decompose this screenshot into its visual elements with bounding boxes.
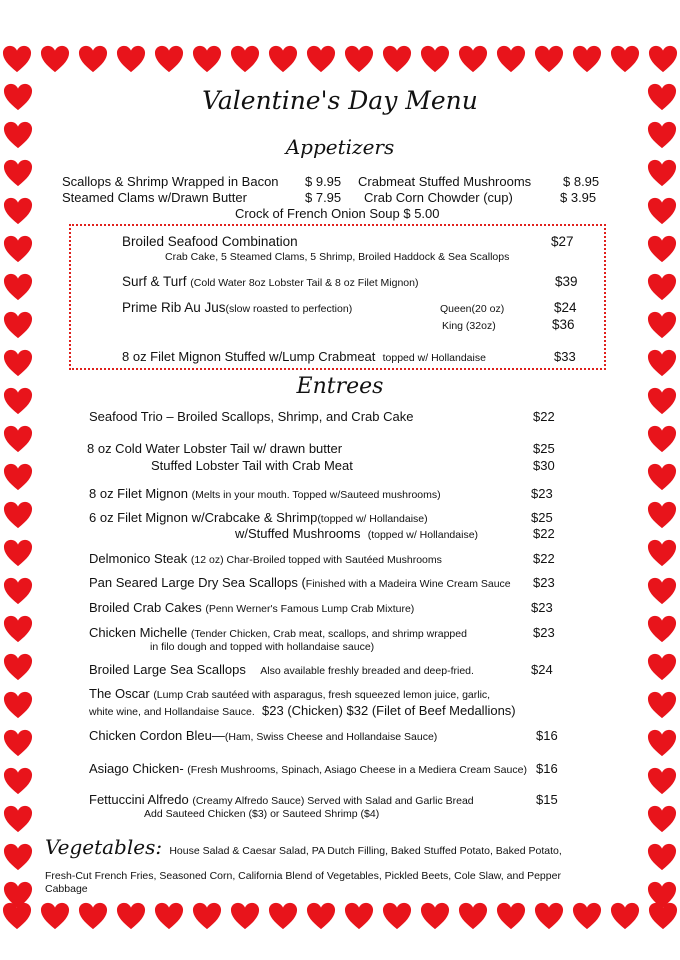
heart-icon xyxy=(3,234,33,264)
heart-icon xyxy=(458,901,488,931)
entree-description: (Ham, Swiss Cheese and Hollandaise Sauce) xyxy=(224,731,438,743)
heart-icon xyxy=(647,842,677,872)
entree-description: (Tender Chicken, Crab meat, scallops, and shrimp wrapped xyxy=(190,628,467,640)
heart-icon xyxy=(647,348,677,378)
heart-icon xyxy=(647,424,677,454)
entree-price: $16 xyxy=(536,728,558,743)
heart-icon xyxy=(116,901,146,931)
entree-price: $24 xyxy=(531,662,553,677)
entree-name: w/Stuffed Mushrooms xyxy=(235,526,361,541)
special-description: (slow roasted to perfection) xyxy=(225,303,353,315)
heart-icon xyxy=(154,901,184,931)
entree-description: white wine, and Hollandaise Sauce. xyxy=(89,706,255,718)
entree-name: Seafood Trio – Broiled Scallops, Shrimp, and Crab Cake xyxy=(89,409,414,424)
heart-icon xyxy=(647,462,677,492)
heart-icon xyxy=(3,272,33,302)
heart-icon xyxy=(647,804,677,834)
entree-price: $22 xyxy=(533,526,555,541)
heart-icon xyxy=(610,44,640,74)
entree-price: $23 xyxy=(531,486,553,501)
entree-description: (12 oz) Char-Broiled topped with Sautéed Mushrooms xyxy=(190,554,442,566)
heart-icon xyxy=(382,44,412,74)
entree-price: $22 xyxy=(533,409,555,424)
entree-description: (Melts in your mouth. Topped w/Sauteed mushrooms) xyxy=(191,489,441,501)
heart-icon xyxy=(3,538,33,568)
heart-icon xyxy=(268,901,298,931)
surf-turf-line xyxy=(122,274,418,291)
entree-price: $25 xyxy=(531,510,553,525)
entree-description: Also available freshly breaded and deep-fried. xyxy=(260,665,474,677)
soup-line: Crock of French Onion Soup $ 5.00 xyxy=(235,206,440,221)
vegetables-line xyxy=(45,835,562,859)
heart-icon xyxy=(192,901,222,931)
heart-icon xyxy=(647,766,677,796)
entree-line xyxy=(89,575,511,592)
heart-icon xyxy=(3,880,33,910)
entree-name: Chicken Michelle xyxy=(89,625,188,640)
appetizer-name: Scallops & Shrimp Wrapped in Bacon xyxy=(62,174,279,189)
heart-icon xyxy=(3,766,33,796)
heart-icon xyxy=(647,158,677,188)
heart-icon xyxy=(610,901,640,931)
heart-icon xyxy=(496,901,526,931)
entree-line xyxy=(89,703,516,720)
entree-line xyxy=(89,728,437,745)
appetizer-price: $ 7.95 xyxy=(305,190,342,205)
entree-description: (topped w/ Hollandaise) xyxy=(317,513,428,525)
heart-icon xyxy=(647,880,677,910)
entree-name: Pan Seared Large Dry Sea Scallops ( xyxy=(89,575,306,590)
heart-icon xyxy=(647,614,677,644)
heart-icon xyxy=(647,196,677,226)
special-name: 8 oz Filet Mignon Stuffed w/Lump Crabmeat xyxy=(122,349,376,364)
entree-line xyxy=(235,526,478,543)
entree-name: Chicken Cordon Bleu— xyxy=(89,728,225,743)
heart-icon xyxy=(3,576,33,606)
entree-line xyxy=(89,551,442,568)
heart-icon xyxy=(3,842,33,872)
entree-line xyxy=(89,600,414,617)
heart-icon xyxy=(2,44,32,74)
appetizer-name: Crab Corn Chowder (cup) xyxy=(364,190,513,205)
heart-icon xyxy=(647,82,677,112)
special-price: $24 xyxy=(554,300,577,315)
heart-icon xyxy=(116,44,146,74)
heart-icon xyxy=(3,614,33,644)
special-price: $33 xyxy=(554,349,576,364)
entree-name: Fettuccini Alfredo xyxy=(89,792,189,807)
entree-description: (Penn Werner's Famous Lump Crab Mixture) xyxy=(205,603,415,615)
entree-name: Delmonico Steak xyxy=(89,551,188,566)
heart-icon xyxy=(647,310,677,340)
entree-description: (Creamy Alfredo Sauce) Served with Salad and Garlic Bread xyxy=(192,795,474,807)
entree-name: Asiago Chicken- xyxy=(89,761,184,776)
entree-description: Finished with a Madeira Wine Cream Sauce xyxy=(305,578,511,590)
entree-description: (Lump Crab sautéed with asparagus, fresh squeezed lemon juice, garlic, xyxy=(153,689,491,701)
heart-icon xyxy=(230,44,260,74)
entree-price: $30 xyxy=(533,458,555,473)
heart-icon xyxy=(647,500,677,530)
heart-icon xyxy=(572,901,602,931)
heart-icon xyxy=(572,44,602,74)
menu-content xyxy=(40,78,640,893)
heart-icon xyxy=(3,424,33,454)
heart-icon xyxy=(3,82,33,112)
heart-icon xyxy=(647,652,677,682)
heart-icon xyxy=(647,234,677,264)
special-description: (Cold Water 8oz Lobster Tail & 8 oz Filet Mignon) xyxy=(190,277,419,289)
heart-icon xyxy=(3,462,33,492)
vegetables-list: House Salad & Caesar Salad, PA Dutch Filling, Baked Stuffed Potato, Baked Potato, xyxy=(169,845,562,857)
entree-name: The Oscar xyxy=(89,686,150,701)
heart-icon xyxy=(3,386,33,416)
heart-icon xyxy=(268,44,298,74)
prime-rib-line xyxy=(122,300,352,317)
special-description: Crab Cake, 5 Steamed Clams, 5 Shrimp, Broiled Haddock & Sea Scallops xyxy=(165,251,510,263)
entree-description: (topped w/ Hollandaise) xyxy=(367,529,479,541)
heart-icon xyxy=(306,44,336,74)
heart-icon xyxy=(3,348,33,378)
entree-options: $23 (Chicken) $32 (Filet of Beef Medallions) xyxy=(262,703,516,718)
entree-price: $16 xyxy=(536,761,558,776)
appetizer-name: Crabmeat Stuffed Mushrooms xyxy=(358,174,532,189)
appetizers-heading: Appetizers xyxy=(285,135,395,159)
heart-icon xyxy=(3,196,33,226)
entree-name: 8 oz Cold Water Lobster Tail w/ drawn butter xyxy=(87,441,343,456)
heart-icon xyxy=(3,500,33,530)
entree-price: $23 xyxy=(533,575,555,590)
heart-icon xyxy=(647,728,677,758)
heart-icon xyxy=(647,576,677,606)
entree-name: 8 oz Filet Mignon xyxy=(89,486,188,501)
entree-line xyxy=(89,486,441,503)
entree-price: $23 xyxy=(531,600,553,615)
special-name: Prime Rib Au Jus xyxy=(122,300,226,315)
heart-icon xyxy=(420,44,450,74)
special-name: Surf & Turf xyxy=(122,274,187,289)
heart-icon xyxy=(192,44,222,74)
heart-icon xyxy=(3,120,33,150)
entree-name: Broiled Large Sea Scallops xyxy=(89,662,246,677)
entree-price: $25 xyxy=(533,441,555,456)
special-price: $36 xyxy=(552,317,575,332)
heart-icon xyxy=(647,538,677,568)
entree-description: (Fresh Mushrooms, Spinach, Asiago Cheese in a Mediera Cream Sauce) xyxy=(187,764,527,776)
entree-price: $23 xyxy=(533,625,555,640)
heart-icon xyxy=(382,901,412,931)
heart-icon xyxy=(40,44,70,74)
appetizer-price: $ 3.95 xyxy=(560,190,597,205)
heart-icon xyxy=(344,901,374,931)
heart-icon xyxy=(458,44,488,74)
heart-icon xyxy=(420,901,450,931)
heart-icon xyxy=(344,44,374,74)
special-name: Broiled Seafood Combination xyxy=(122,234,298,249)
heart-icon xyxy=(534,44,564,74)
prime-rib-size: Queen(20 oz) xyxy=(440,303,505,315)
special-price: $27 xyxy=(551,234,574,249)
entree-line xyxy=(89,662,474,679)
heart-icon xyxy=(3,310,33,340)
heart-icon xyxy=(647,386,677,416)
heart-icon xyxy=(3,158,33,188)
vegetables-list: Fresh-Cut French Fries, Seasoned Corn, California Blend of Vegetables, Pickled Beets, Cole Slaw, and Pepper xyxy=(45,870,561,882)
entree-price: $22 xyxy=(533,551,555,566)
special-price: $39 xyxy=(555,274,578,289)
heart-icon xyxy=(648,44,678,74)
entree-line xyxy=(89,761,527,778)
heart-icon xyxy=(3,804,33,834)
heart-icon xyxy=(306,901,336,931)
entree-description: Add Sauteed Chicken ($3) or Sauteed Shrimp ($4) xyxy=(144,808,380,820)
entree-name: Broiled Crab Cakes xyxy=(89,600,202,615)
heart-icon xyxy=(534,901,564,931)
menu-title: Valentine's Day Menu xyxy=(202,86,478,115)
heart-icon xyxy=(230,901,260,931)
entree-name: 6 oz Filet Mignon w/Crabcake & Shrimp xyxy=(89,510,318,525)
heart-icon xyxy=(40,901,70,931)
special-description: topped w/ Hollandaise xyxy=(382,352,486,364)
appetizer-name: Steamed Clams w/Drawn Butter xyxy=(62,190,247,205)
heart-icon xyxy=(3,690,33,720)
heart-icon xyxy=(154,44,184,74)
heart-icon xyxy=(647,272,677,302)
heart-icon xyxy=(78,901,108,931)
appetizer-price: $ 8.95 xyxy=(563,174,600,189)
entree-price: $15 xyxy=(536,792,558,807)
filet-crab-line xyxy=(122,349,486,366)
entree-line xyxy=(89,510,428,527)
heart-icon xyxy=(3,728,33,758)
heart-icon xyxy=(78,44,108,74)
vegetables-list: Cabbage xyxy=(45,883,88,895)
heart-icon xyxy=(647,690,677,720)
appetizer-price: $ 9.95 xyxy=(305,174,342,189)
entree-name: Stuffed Lobster Tail with Crab Meat xyxy=(151,458,353,473)
entree-line xyxy=(89,686,490,703)
vegetables-heading: Vegetables: xyxy=(45,835,163,859)
heart-icon xyxy=(3,652,33,682)
entrees-heading: Entrees xyxy=(296,374,384,399)
prime-rib-size: King (32oz) xyxy=(442,320,496,332)
entree-description: in filo dough and topped with hollandaise sauce) xyxy=(150,641,375,653)
heart-icon xyxy=(647,120,677,150)
heart-icon xyxy=(496,44,526,74)
